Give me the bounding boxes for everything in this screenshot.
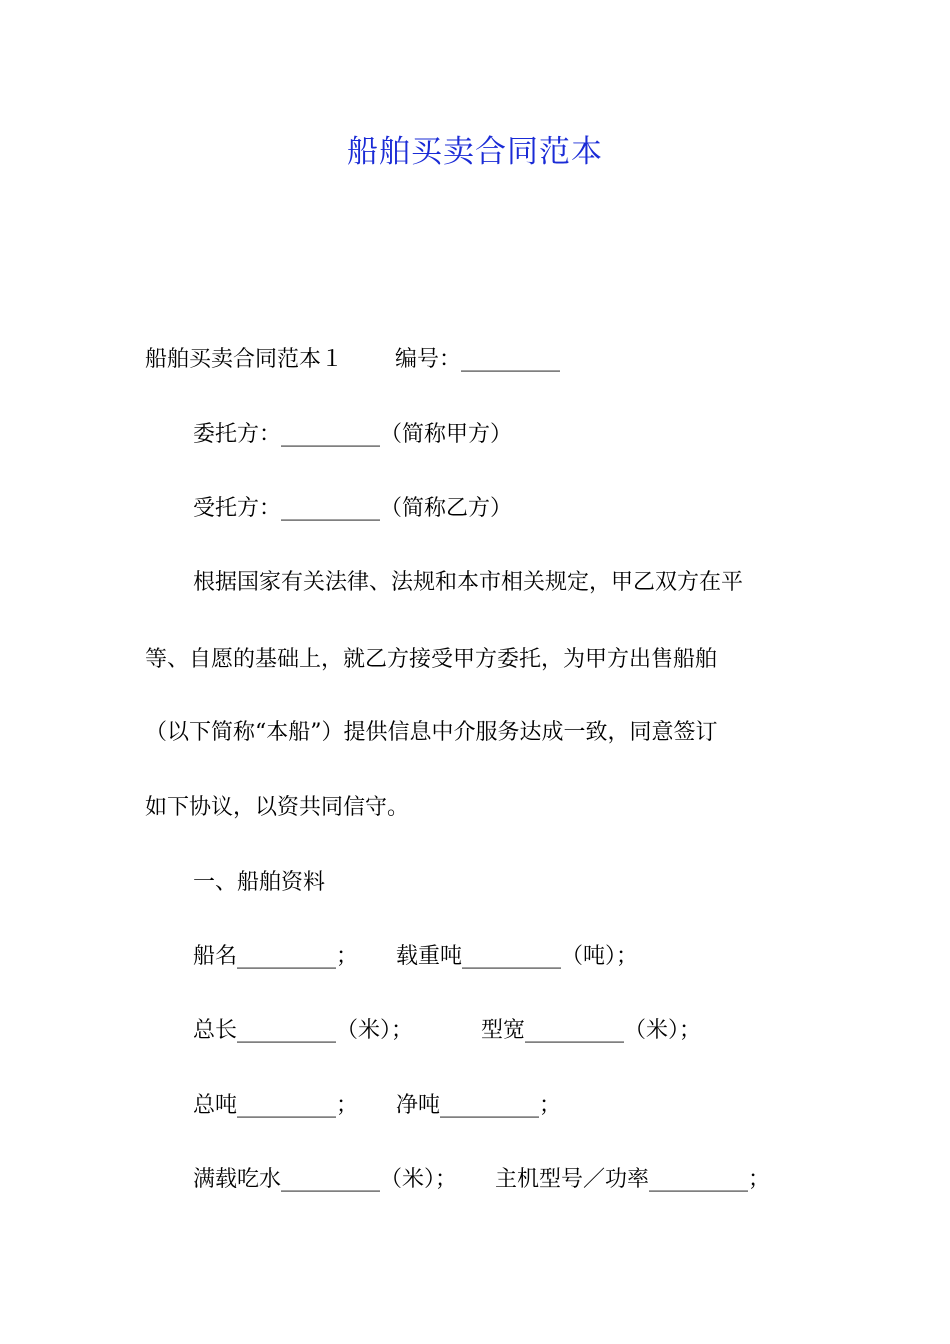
preamble-line-4: 如下协议，以资共同信守。 (145, 795, 410, 820)
preamble-line-3: （以下简称“本船”）提供信息中介服务达成一致，同意签订 (145, 720, 718, 745)
contract-number-field: 编号：_________ (395, 347, 561, 372)
entrusted-party-line: 受托方：_________（简称乙方） (193, 496, 513, 521)
preamble-line-2: 等、自愿的基础上，就乙方接受甲方委托，为甲方出售船舶 (145, 647, 718, 672)
full-load-draft-field: 满载吃水_________（米）； (193, 1167, 458, 1192)
moulded-breadth-field: 型宽_________（米）； (481, 1018, 702, 1043)
preamble-line-1: 根据国家有关法律、法规和本市相关规定，甲乙双方在平 (193, 570, 744, 595)
deadweight-field: 载重吨_________（吨）； (396, 944, 639, 969)
length-overall-field: 总长_________（米）； (193, 1018, 414, 1043)
contract-name: 船舶买卖合同范本１ (145, 347, 344, 372)
ship-info-row (193, 1091, 561, 1121)
net-tonnage-field: 净吨_________； (396, 1093, 562, 1118)
ship-name-field: 船名_________； (193, 944, 359, 969)
ship-info-row (193, 942, 638, 972)
contract-header-line (145, 345, 560, 375)
ship-info-row (193, 1016, 701, 1046)
ship-info-row (193, 1165, 770, 1195)
entrusting-party-line: 委托方：_________（简称甲方） (193, 422, 513, 447)
section-heading: 一、船舶资料 (193, 870, 326, 895)
main-engine-field: 主机型号／功率_________； (495, 1167, 771, 1192)
document-title: 船舶买卖合同范本 (347, 134, 603, 170)
gross-tonnage-field: 总吨_________； (193, 1093, 359, 1118)
